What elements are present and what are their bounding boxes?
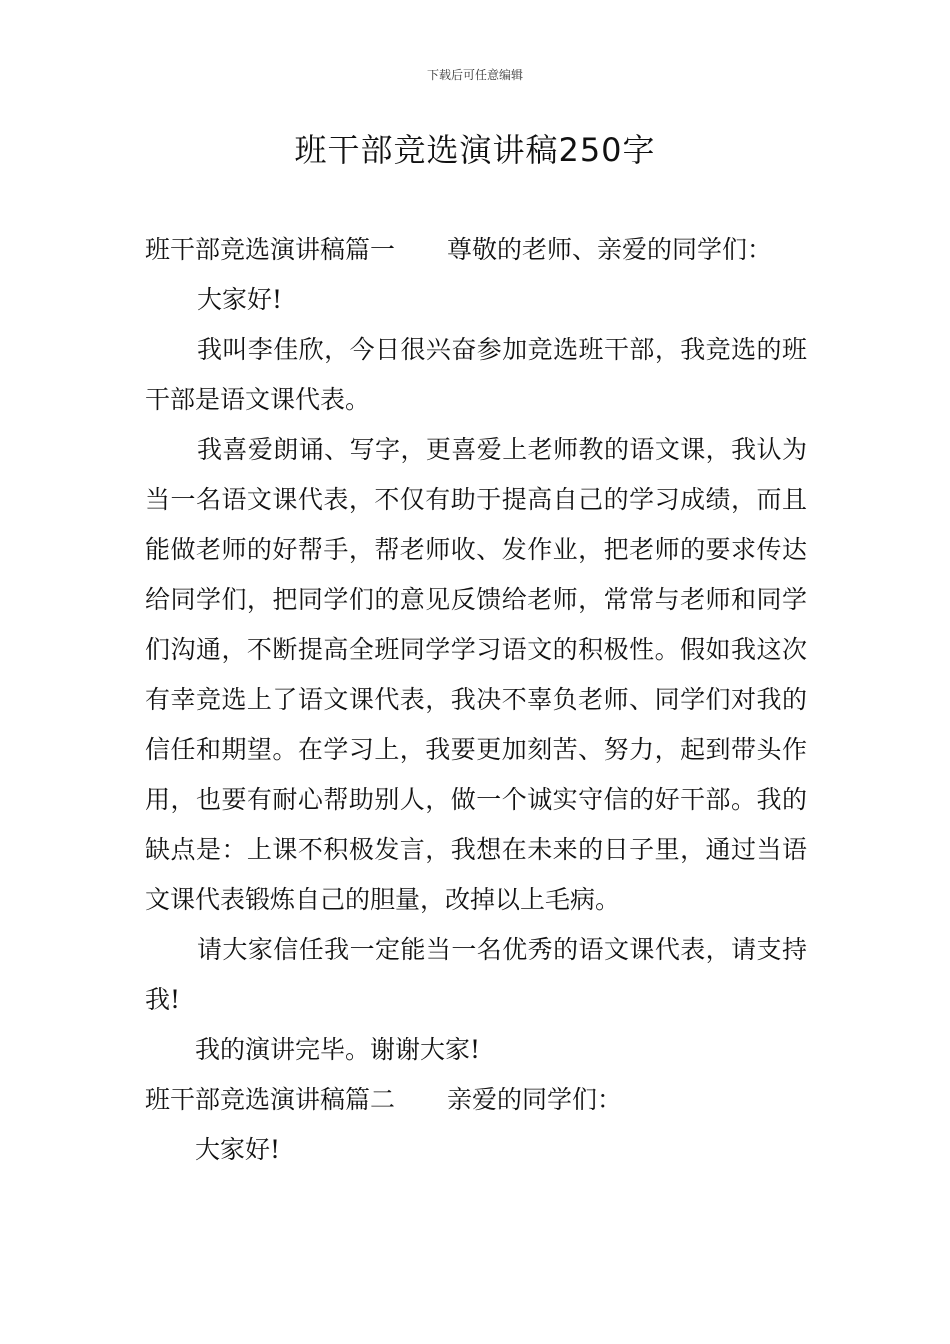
header-note: 下载后可任意编辑 (426, 68, 523, 82)
paragraph: 请大家信任我一定能当一名优秀的语文课代表，请支持我! (145, 935, 807, 1014)
section-heading-2 (145, 1075, 807, 1125)
paragraph: 我的演讲完毕。谢谢大家! (195, 1035, 481, 1064)
section-salutation: 亲爱的同学们： (447, 1085, 623, 1114)
paragraph: 大家好! (197, 285, 283, 314)
paragraph: 我叫李佳欣，今日很兴奋参加竞选班干部，我竞选的班干部是语文课代表。 (145, 335, 807, 414)
section-heading-1 (145, 225, 807, 275)
section-salutation: 尊敬的老师、亲爱的同学们： (447, 235, 773, 264)
paragraph: 我喜爱朗诵、写字，更喜爱上老师教的语文课，我认为当一名语文课代表，不仅有助于提高自己的学习成绩，而且能做老师的好帮手，帮老师收、发作业，把老师的要求传达给同学们，把同学们的意见反馈给老师，常常与老师和同学们沟通，不断提高全班同学学习语文的积极性。假如我这次有幸竞选上了语文课代表，我决不辜负老师、同学们对我的信任和期望。在学习上，我要更加刻苦、努力，起到带头作用，也要有耐心帮助别人，做一个诚实守信的好干部。我的缺点是：上课不积极发言，我想在未来的日子里，通过当语文课代表锻炼自己的胆量，改掉以上毛病。 (145, 435, 807, 914)
document-body (145, 225, 807, 1175)
document-title: 班干部竞选演讲稿250字 (294, 131, 656, 169)
section-title: 班干部竞选演讲稿篇二 (145, 1085, 396, 1114)
paragraph: 大家好! (195, 1135, 281, 1164)
section-title: 班干部竞选演讲稿篇一 (145, 235, 396, 264)
